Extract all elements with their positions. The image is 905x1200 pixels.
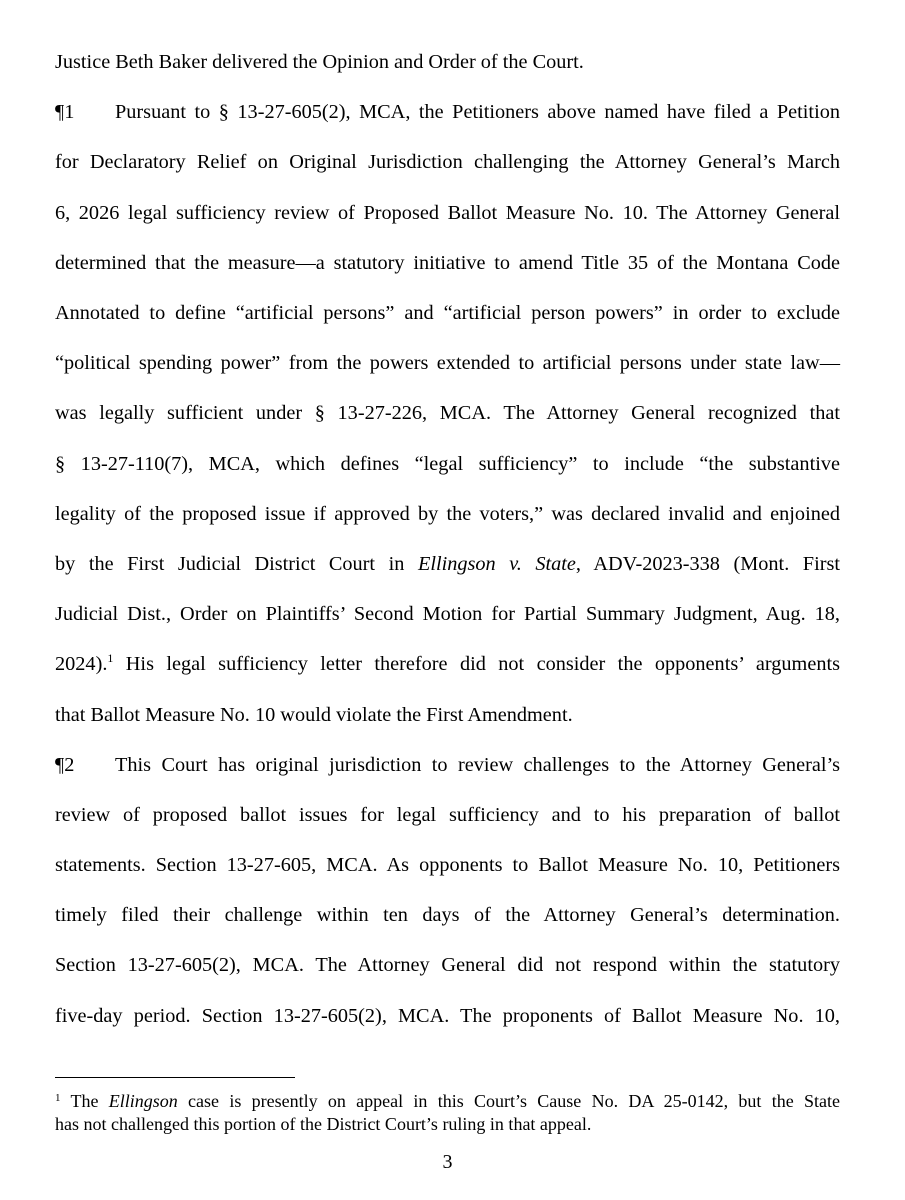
paragraph-mark: ¶1 [55, 101, 75, 123]
footnote-separator [55, 1077, 295, 1078]
para2-line-2: review of proposed ballot issues for legal sufficiency and to his preparation of ballot [55, 804, 840, 826]
para2-line-4: timely filed their challenge within ten days of the Attorney General’s determination. [55, 904, 840, 926]
para1-line-2: for Declaratory Relief on Original Jurisdiction challenging the Attorney General’s March [55, 151, 840, 173]
para1-line-6: “political spending power” from the powers extended to artificial persons under state law— [55, 352, 840, 374]
para2-line-3: statements. Section 13-27-605, MCA. As opponents to Ballot Measure No. 10, Petitioners [55, 854, 840, 876]
para2-line-6: five-day period. Section 13-27-605(2), MCA. The proponents of Ballot Measure No. 10, [55, 1005, 840, 1027]
para1-line-13: that Ballot Measure No. 10 would violate the First Amendment. [55, 704, 573, 726]
para1-line-7: was legally sufficient under § 13-27-226, MCA. The Attorney General recognized that [55, 402, 840, 424]
para1-line-5: Annotated to define “artificial persons” and “artificial person powers” in order to exclude [55, 302, 840, 324]
para1-line-12: 2024).$^1$ His legal sufficiency letter therefore did not consider the opponents’ arguments [55, 651, 840, 675]
para1-line-8: § 13-27-110(7), MCA, which defines “legal sufficiency” to include “the substantive [55, 453, 840, 475]
case-name: Ellingson v. State [417, 553, 576, 575]
para1-line-3: 6, 2026 legal sufficiency review of Proposed Ballot Measure No. 10. The Attorney General [55, 202, 840, 224]
para2-line-1: ¶2 This Court has original jurisdiction to review challenges to the Attorney General’s [55, 754, 840, 776]
footnote-reference: 1 [107, 651, 114, 665]
footnote-line-1: $^1$ The Ellingson case is presently on appeal in this Court’s Cause No. DA 25-0142, but the State [55, 1091, 840, 1111]
para1-line-1: ¶1 Pursuant to § 13-27-605(2), MCA, the Petitioners above named have filed a Petition [55, 101, 840, 123]
footnote-case-name: Ellingson [108, 1091, 178, 1111]
para1-line-9: legality of the proposed issue if approved by the voters,” was declared invalid and enjoined [55, 503, 840, 525]
para1-line-4: determined that the measure—a statutory initiative to amend Title 35 of the Montana Code [55, 252, 840, 274]
footnote-line-2: has not challenged this portion of the District Court’s ruling in that appeal. [55, 1114, 592, 1134]
para1-line-10: by the First Judicial District Court in Ellingson v. State, ADV-2023-338 (Mont. First [55, 553, 841, 575]
para1-line-11: Judicial Dist., Order on Plaintiffs’ Second Motion for Partial Summary Judgment, Aug. 18, [55, 603, 840, 625]
page-number: 3 [442, 1151, 453, 1173]
footnote-number: 1 [55, 1092, 61, 1104]
para2-line-5: Section 13-27-605(2), MCA. The Attorney General did not respond within the statutory [55, 954, 840, 976]
paragraph-mark: ¶2 [55, 754, 75, 776]
opening-line: Justice Beth Baker delivered the Opinion and Order of the Court. [55, 51, 584, 73]
